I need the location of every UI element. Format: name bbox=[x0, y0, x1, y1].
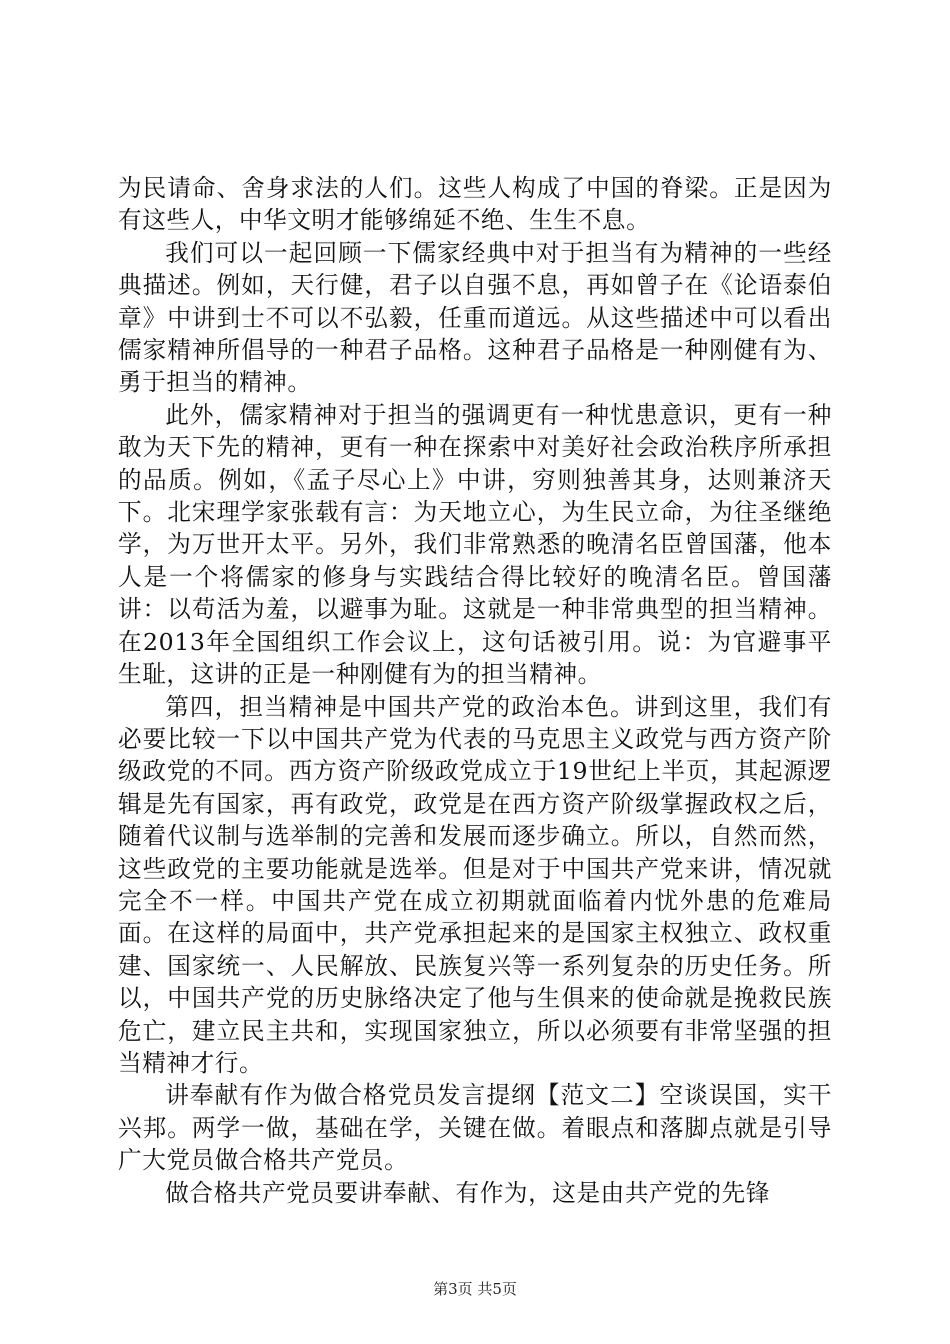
paragraph-6: 做合格共产党员要讲奉献、有作为，这是由共产党的先锋 bbox=[165, 1178, 771, 1207]
document-body bbox=[118, 172, 832, 1209]
paragraph-2: 我们可以一起回顾一下儒家经典中对于担当有为精神的一些经典描述。例如，天行健，君子以自强不息，再如曾子在《论语泰伯章》中讲到士不可以不弘毅，任重而道远。从这些描述中可以看出儒家精神所倡导的一种君子品格。这种君子品格是一种刚健有为、勇于担当的精神。 bbox=[118, 238, 832, 397]
paragraph-4: 第四，担当精神是中国共产党的政治本色。讲到这里，我们有必要比较一下以中国共产党为代表的马克思主义政党与西方资产阶级政党的不同。西方资产阶级政党成立于19世纪上半页，其起源逻辑是先有国家，再有政党，政党是在西方资产阶级掌握政权之后，随着代议制与选举制的完善和发展而逐步确立。所以，自然而然，这些政党的主要功能就是选举。但是对于中国共产党来讲，情况就完全不一样。中国共产党在成立初期就面临着内忧外患的危难局面。在这样的局面中，共产党承担起来的是国家主权独立、政权重建、国家统一、人民解放、民族复兴等一系列复杂的历史任务。所以，中国共产党的历史脉络决定了他与生俱来的使命就是挽救民族危亡，建立民主共和，实现国家独立，所以必须要有非常坚强的担当精神才行。 bbox=[118, 692, 832, 1077]
paragraph-1: 为民请命、舍身求法的人们。这些人构成了中国的脊梁。正是因为有这些人，中华文明才能够绵延不绝、生生不息。 bbox=[118, 174, 832, 235]
paragraph-5: 讲奉献有作为做合格党员发言提纲【范文二】空谈误国，实干兴邦。两学一做，基础在学，关键在做。着眼点和落脚点就是引导广大党员做合格共产党员。 bbox=[118, 1081, 832, 1175]
paragraph-3: 此外，儒家精神对于担当的强调更有一种忧患意识，更有一种敢为天下先的精神，更有一种在探索中对美好社会政治秩序所承担的品质。例如，《孟子尽心上》中讲，穷则独善其身，达则兼济天下。北宋理学家张载有言：为天地立心，为生民立命，为往圣继绝学，为万世开太平。另外，我们非常熟悉的晚清名臣曾国藩，他本人是一个将儒家的修身与实践结合得比较好的晚清名臣。曾国藩讲：以苟活为羞，以避事为耻。这就是一种非常典型的担当精神。在2013年全国组织工作会议上，这句话被引用。说：为官避事平生耻，这讲的正是一种刚健有为的担当精神。 bbox=[118, 400, 832, 689]
page-footer: 第3页 共5页 bbox=[433, 1280, 517, 1298]
